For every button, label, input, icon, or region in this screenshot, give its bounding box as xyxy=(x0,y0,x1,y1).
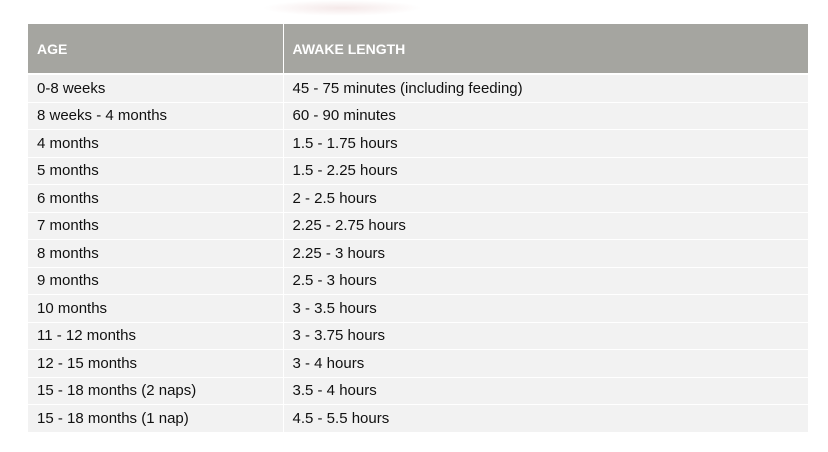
table-row xyxy=(28,74,808,102)
header-age: AGE xyxy=(28,24,283,74)
awake-length-cell: 3 - 3.75 hours xyxy=(283,322,808,350)
awake-length-cell: 2.25 - 2.75 hours xyxy=(283,212,808,240)
table-row xyxy=(28,377,808,405)
table-row xyxy=(28,212,808,240)
age-cell: 15 - 18 months (1 nap) xyxy=(28,405,283,433)
table-row xyxy=(28,267,808,295)
awake-length-cell: 4.5 - 5.5 hours xyxy=(283,405,808,433)
awake-length-cell: 2 - 2.5 hours xyxy=(283,185,808,213)
awake-length-cell: 3 - 4 hours xyxy=(283,350,808,378)
awake-length-cell: 3.5 - 4 hours xyxy=(283,377,808,405)
age-cell: 4 months xyxy=(28,130,283,158)
awake-length-cell: 2.5 - 3 hours xyxy=(283,267,808,295)
table-row xyxy=(28,185,808,213)
table-row xyxy=(28,405,808,433)
awake-length-cell: 3 - 3.5 hours xyxy=(283,295,808,323)
age-cell: 8 months xyxy=(28,240,283,268)
age-cell: 11 - 12 months xyxy=(28,322,283,350)
table-body xyxy=(28,74,808,432)
age-cell: 5 months xyxy=(28,157,283,185)
awake-length-cell: 60 - 90 minutes xyxy=(283,102,808,130)
table-row xyxy=(28,240,808,268)
table-row xyxy=(28,295,808,323)
table-row xyxy=(28,350,808,378)
header-row xyxy=(28,24,808,74)
table-row xyxy=(28,322,808,350)
header-awake-length: AWAKE LENGTH xyxy=(283,24,808,74)
table-row xyxy=(28,130,808,158)
table-row xyxy=(28,102,808,130)
top-smudge xyxy=(262,0,422,16)
age-cell: 6 months xyxy=(28,185,283,213)
table-header xyxy=(28,24,808,74)
age-cell: 9 months xyxy=(28,267,283,295)
age-cell: 10 months xyxy=(28,295,283,323)
table-row xyxy=(28,157,808,185)
awake-length-table xyxy=(28,24,808,433)
age-cell: 0-8 weeks xyxy=(28,74,283,102)
awake-length-cell: 2.25 - 3 hours xyxy=(283,240,808,268)
awake-length-cell: 45 - 75 minutes (including feeding) xyxy=(283,74,808,102)
age-cell: 8 weeks - 4 months xyxy=(28,102,283,130)
awake-length-cell: 1.5 - 2.25 hours xyxy=(283,157,808,185)
age-cell: 15 - 18 months (2 naps) xyxy=(28,377,283,405)
awake-length-cell: 1.5 - 1.75 hours xyxy=(283,130,808,158)
age-cell: 7 months xyxy=(28,212,283,240)
age-cell: 12 - 15 months xyxy=(28,350,283,378)
